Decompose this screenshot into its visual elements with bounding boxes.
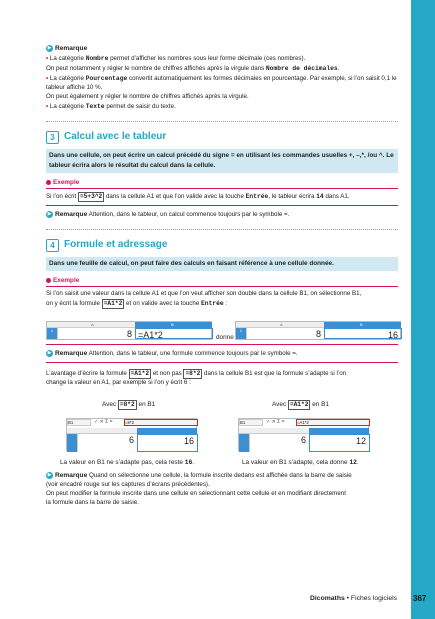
screenshot-right (238, 418, 369, 451)
cell-a1[interactable]: 6 (249, 434, 309, 452)
arrow-icon: ▶ (47, 210, 52, 217)
spreadsheet-formula: A B 1 8 =A1*2 (46, 321, 212, 340)
section-number: 4 (46, 239, 59, 252)
cell-b1[interactable]: 16 (324, 328, 402, 339)
name-box[interactable]: B1 (67, 419, 91, 426)
example-rule (46, 286, 398, 287)
example-text: Si l’on saisit une valeur dans la cellule A1 et que l’on veut afficher son double dans la cellule B1, on sélectionne B1, (46, 290, 362, 298)
page-number: 367 (413, 594, 427, 603)
definition-box: Dans une cellule, on peut écrire un calcul précédé du signe = en utilisant les commandes usuelles +, –,*, /ou ^. Le tableur écrira alors le résultat du calcul dans la cellule. (46, 149, 398, 172)
fx-icons: ✓ ✕ Σ = (94, 419, 113, 425)
example-rule (46, 188, 398, 189)
bullet-icon: • (46, 74, 49, 82)
cell-b1[interactable]: 12 (309, 434, 370, 452)
dotted-divider (46, 121, 398, 122)
bullet-icon: • (46, 54, 49, 62)
note-left: La valeur en B1 ne s’adapte pas, cela reste 16. (60, 459, 195, 466)
page-edge-band (411, 0, 435, 619)
advantage-text: L’avantage d’écrire la formule =A1*2 et non pas =8*2 dans la cellule B1 est que la formule s’adapte si l’on (46, 370, 347, 378)
arrow-icon: ▶ (47, 471, 52, 478)
remark-block: ▶ Remarque • La catégorie Nombre permet d’afficher les nombres sous leur forme décimale (ces nombres). On peut notamment y régler le nombre de chiffres affichés après la virgule dans Nombre de décimales. • La catégorie Pourcentage convertit automatiquement les formes décimales en pourcentage. Par exemple, si l’on saisit 0,1 le tableur affiche 10 %. On peut également y régler le nombre de chiffres affichés après la virgule. • La catégorie Texte permet de saisir du texte. (46, 44, 397, 110)
formula-bar[interactable]: =8*2 (124, 419, 198, 426)
cell-b1[interactable]: 16 (137, 434, 198, 452)
example-label: Exemple (46, 178, 398, 187)
book-title: Dicomaths (310, 595, 345, 602)
example-rule (46, 344, 398, 345)
example-icon (46, 278, 51, 283)
remark-line: ▶ Remarque Attention, dans le tableur, un calcul commence toujours par le symbole =. (47, 210, 290, 218)
cell-a1[interactable]: 8 (246, 328, 324, 339)
bullet-icon: • (46, 102, 49, 110)
remark-line: ▶ Remarque Attention, dans le tableur, une formule commence toujours par le symbole =. (47, 350, 298, 358)
caption-right: Avec =A1*2 en B1 (272, 401, 329, 408)
cell-a1[interactable]: 8 (57, 328, 135, 339)
section-heading (46, 238, 398, 253)
section-title: Formule et adressage (64, 238, 168, 250)
spreadsheet-result: A B 1 8 16 (235, 321, 401, 340)
example-rule (46, 362, 398, 363)
name-box[interactable]: B1 (239, 419, 263, 426)
definition-box: Dans une feuille de calcul, on peut faire des calculs en faisant référence à une cellule donnée. (46, 257, 398, 271)
screenshot-left (66, 418, 197, 451)
remark-block: ▶ Remarque Quand on sélectionne une cellule, la formule inscrite dedans est affichée dans la barre de saisie (voir encadré rouge sur les captures d’écrans précédentes). On peut modifier la formule inscrite dans une cellule en sélectionnant cette cellule et en modifiant directement la formule dans la barre de saisie. (46, 471, 352, 506)
remark-title: Remarque (55, 45, 88, 52)
cell-b1[interactable]: =A1*2 (135, 328, 213, 339)
page-footer: Dicomaths • Fiches logiciels (310, 595, 398, 602)
section-title: Calcul avec le tableur (64, 130, 167, 142)
advantage-text: change la valeur en A1, par exemple si l’on y écrit 6 : (46, 379, 191, 387)
cell-a1[interactable]: 6 (77, 434, 137, 452)
arrow-icon: ▶ (47, 350, 52, 357)
dotted-divider (46, 229, 398, 230)
example-rule (46, 205, 398, 206)
chapter-title: Fiches logiciels (350, 595, 398, 602)
caption-left: Avec =8*2 en B1 (102, 401, 156, 408)
example-icon (46, 180, 51, 185)
fx-icons: ✓ ✕ Σ = (266, 419, 285, 425)
section-heading (46, 130, 398, 145)
formula-bar[interactable]: =A1*2 (296, 419, 370, 426)
gives-label: donne (216, 334, 234, 341)
section-number: 3 (46, 131, 59, 144)
arrow-icon: ▶ (47, 44, 52, 51)
example-text: on y écrit la formule =A1*2 et on valide avec la touche Entrée : (46, 300, 228, 308)
note-right: La valeur en B1 s’adapte, cela donne 12. (242, 459, 359, 466)
example-label: Exemple (46, 276, 398, 285)
example-text: Si l’on écrit =5+3^2 dans la cellule A1 et que l’on valide avec la touche Entrée, le tableur écrira 14 dans A1. (46, 192, 350, 200)
